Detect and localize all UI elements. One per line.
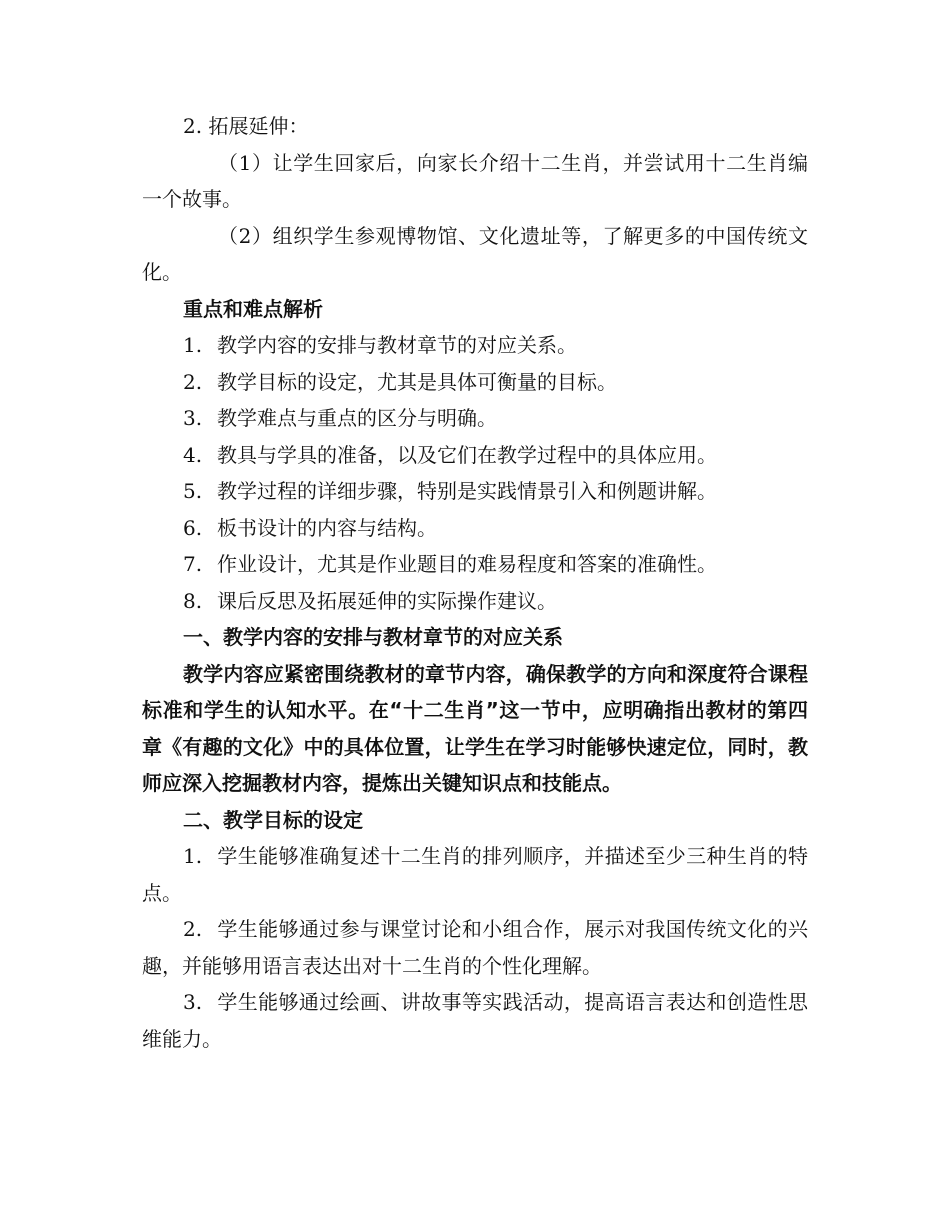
list-text: 教具与学具的准备，以及它们在教学过程中的具体应用。 [217, 442, 717, 467]
list-text: 学生能够准确复述十二生肖的排列顺序，并描述至少三种生肖的特点。 [142, 844, 808, 905]
section-2-heading: 二、教学目标的设定 [183, 807, 363, 832]
objective-item-2 [142, 911, 808, 984]
list-number: 5. [183, 479, 203, 503]
key-point-item-3 [142, 400, 808, 437]
key-point-item-5 [142, 473, 808, 510]
key-point-item-4 [142, 437, 808, 474]
list-number: 7. [183, 552, 203, 576]
list-text: 课后反思及拓展延伸的实际操作建议。 [217, 588, 557, 613]
key-point-item-6 [142, 510, 808, 547]
list-number: 2. [183, 917, 203, 941]
key-point-item-7 [142, 546, 808, 583]
list-number: 4. [183, 442, 203, 467]
key-point-item-1 [142, 327, 808, 364]
section-1-body: 教学内容应紧密围绕教材的章节内容，确保教学的方向和深度符合课程标准和学生的认知水平。在“十二生肖”这一节中，应明确指出教材的第四章《有趣的文化》中的具体位置，让学生在学习时能够快速定位，同时，教师应深入挖掘教材内容，提炼出关键知识点和技能点。 [142, 661, 808, 795]
key-point-item-8 [142, 583, 808, 620]
list-number: 2. [183, 369, 203, 394]
list-text: 作业设计，尤其是作业题目的难易程度和答案的准确性。 [217, 552, 717, 576]
list-number: 6. [183, 515, 203, 540]
key-points-heading: 重点和难点解析 [183, 296, 323, 321]
list-number: 1. [183, 333, 203, 357]
list-number: 8. [183, 588, 203, 613]
key-point-item-2 [142, 364, 808, 401]
list-number: 3. [183, 990, 203, 1014]
extension-item-1: （1）让学生回家后，向家长介绍十二生肖，并尝试用十二生肖编一个故事。 [142, 150, 808, 211]
document-content [142, 108, 808, 1057]
extension-title: 2. 拓展延伸： [183, 114, 309, 138]
list-number: 3. [183, 406, 203, 430]
list-number: 1. [183, 844, 203, 868]
list-text: 教学难点与重点的区分与明确。 [217, 406, 497, 430]
objective-item-3 [142, 984, 808, 1057]
list-text: 教学过程的详细步骤，特别是实践情景引入和例题讲解。 [217, 479, 717, 503]
list-text: 板书设计的内容与结构。 [217, 515, 437, 540]
list-text: 学生能够通过绘画、讲故事等实践活动，提高语言表达和创造性思维能力。 [142, 990, 808, 1051]
list-text: 教学内容的安排与教材章节的对应关系。 [217, 333, 577, 357]
objective-item-1 [142, 838, 808, 911]
list-text: 教学目标的设定，尤其是具体可衡量的目标。 [217, 369, 617, 394]
list-text: 学生能够通过参与课堂讨论和小组合作，展示对我国传统文化的兴趣，并能够用语言表达出对十二生肖的个性化理解。 [142, 917, 808, 978]
section-1-heading: 一、教学内容的安排与教材章节的对应关系 [183, 625, 563, 649]
extension-item-2: （2）组织学生参观博物馆、文化遗址等，了解更多的中国传统文化。 [142, 223, 808, 284]
